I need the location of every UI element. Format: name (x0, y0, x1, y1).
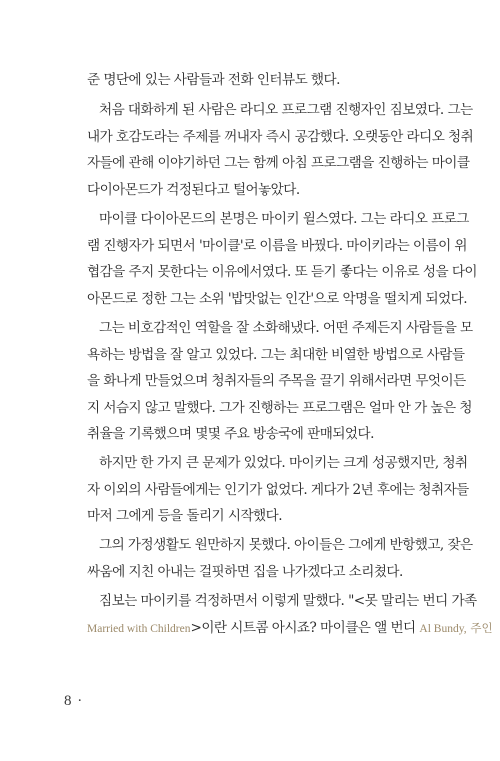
body-text-line: 마저 그에게 등을 돌리기 시작했다. (87, 508, 282, 524)
body-text-line: 협감을 주지 못한다는 이유에서였다. 또 듣기 좋다는 이유로 성을 다이 (87, 264, 477, 280)
body-text-line: 싸움에 지친 아내는 걸핏하면 집을 나가겠다고 소리쳤다. (87, 564, 403, 580)
body-text-line: 지 서슴지 않고 말했다. 그가 진행하는 프로그램은 얼마 안 가 높은 청 (87, 400, 472, 416)
body-text-line: 하지만 한 가지 큰 문제가 있었다. 마이키는 크게 성공했지만, 청취 (99, 455, 468, 471)
body-text-fragment: >이란 시트콤 아시죠? 마이클은 앨 번디 (190, 620, 416, 636)
body-text-line: 아몬드로 정한 그는 소위 '밥맛없는 인간'으로 악명을 떨치게 되었다. (87, 291, 468, 307)
body-text-line: 준 명단에 있는 사람들과 전화 인터뷰도 했다. (87, 72, 340, 88)
body-text-line: 을 화나게 만들었으며 청취자들의 주목을 끌기 위해서라면 무엇이든 (87, 373, 466, 389)
page-number: 8 · (64, 693, 84, 709)
body-text-line: 내가 호감도라는 주제를 꺼내자 즉시 공감했다. 오랫동안 라디오 청취 (87, 129, 474, 145)
body-text-line: 자들에 관해 이야기하던 그는 함께 아침 프로그램을 진행하는 마이클 (87, 155, 470, 171)
body-text-line: 램 진행자가 되면서 '마이클'로 이름을 바꿨다. 마이키라는 이름이 위 (87, 238, 468, 254)
body-text-line: 욕하는 방법을 잘 알고 있었다. 그는 최대한 비열한 방법으로 사람들 (87, 347, 465, 363)
body-text-line: 취율을 기록했으며 몇몇 주요 방송국에 판매되었다. (87, 426, 374, 442)
body-text-line: 다이아몬드가 걱정된다고 털어놓았다. (87, 182, 300, 198)
latin-name: Al Bundy, (419, 623, 467, 635)
body-text-line: 그는 비호감적인 역할을 잘 소화해냈다. 어떤 주제든지 사람들을 모 (99, 320, 473, 336)
body-text-line: 그의 가정생활도 원만하지 못했다. 아이들은 그에게 반항했고, 잦은 (99, 537, 473, 553)
body-text-fragment: 주인 (470, 623, 493, 635)
body-text-line: 처음 대화하게 된 사람은 라디오 프로그램 진행자인 짐보였다. 그는 (99, 102, 473, 118)
latin-title: Married with Children (87, 623, 191, 635)
body-text-line: 마이클 다이아몬드의 본명은 마이키 윌스였다. 그는 라디오 프로그 (99, 211, 469, 227)
body-text-line: 자 이외의 사람들에게는 인기가 없었다. 게다가 2년 후에는 청취자들 (87, 482, 469, 498)
body-text-line: 짐보는 마이키를 걱정하면서 이렇게 말했다. "<못 말리는 번디 가족 (99, 593, 477, 609)
body-text-line-mixed (87, 620, 493, 636)
